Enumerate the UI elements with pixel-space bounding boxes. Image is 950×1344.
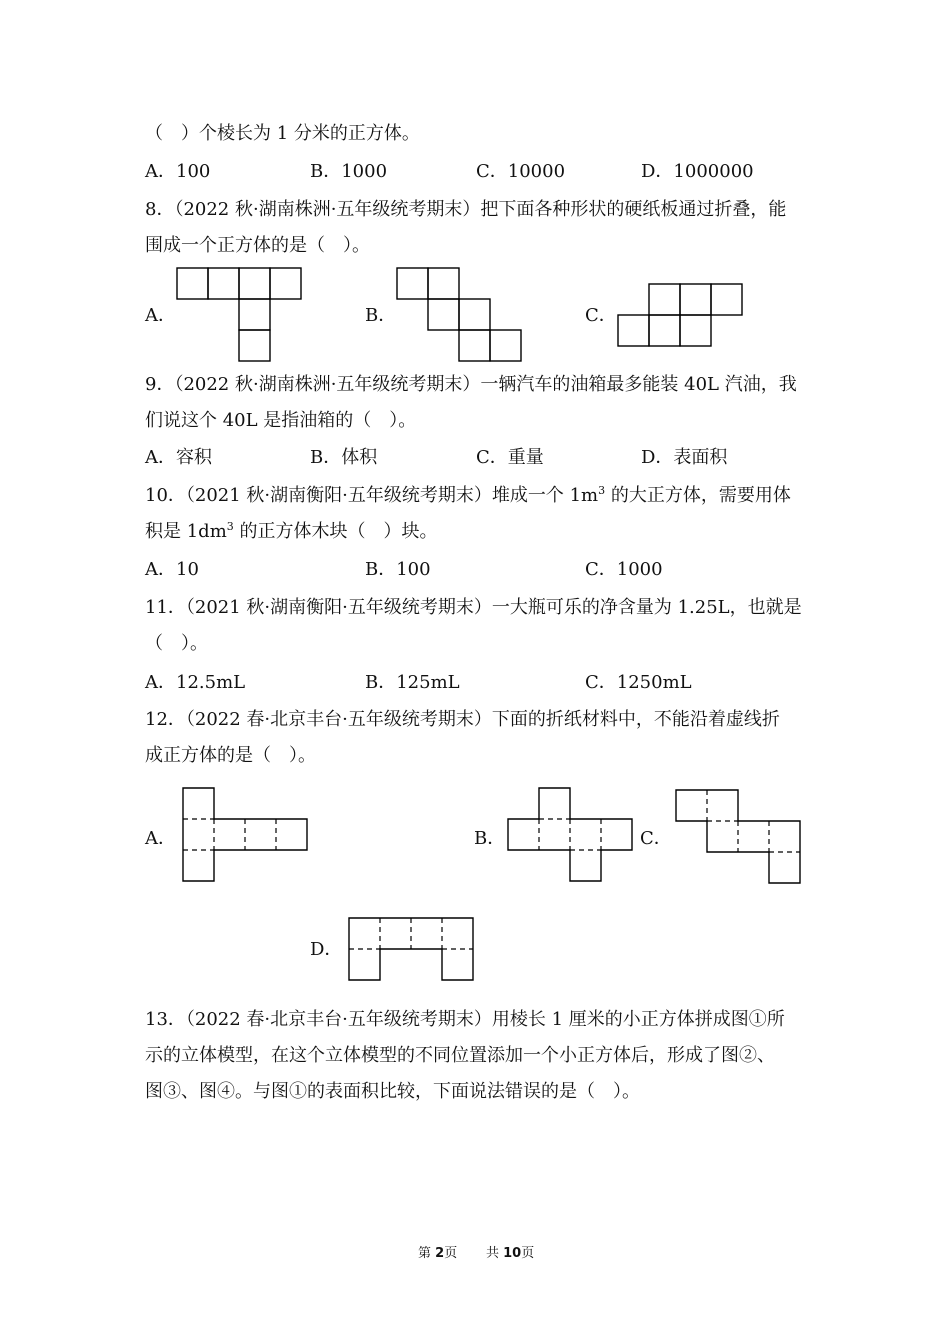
- q7-option-d: D．1000000: [641, 161, 754, 182]
- q11-option-c: C．1250mL: [585, 672, 692, 693]
- q8-net-c: [617, 283, 747, 349]
- q13-text-line2: 示的立体模型，在这个立体模型的不同位置添加一个小正方体后，形成了图②、: [145, 1045, 775, 1066]
- q7-option-a: A．100: [145, 161, 211, 182]
- q9-text-line2: 们说这个 40L 是指油箱的（ ）。: [145, 410, 417, 431]
- q8-net-a: [176, 267, 306, 363]
- q8-label-c: C．: [585, 305, 617, 326]
- q12-text-line2: 成正方体的是（ ）。: [145, 745, 316, 766]
- q10-option-a: A．10: [145, 559, 199, 580]
- q8-text-line2: 围成一个正方体的是（ ）。: [145, 235, 370, 256]
- q8-label-b: B．: [365, 305, 397, 326]
- q8-text-line1: 8．（2022 秋·湖南株洲·五年级统考期末）把下面各种形状的硬纸板通过折叠，能: [145, 199, 787, 220]
- q10-text-line1: 10．（2021 秋·湖南衡阳·五年级统考期末）堆成一个 $1m^3$ 的大正方体，需要用体: [145, 484, 791, 506]
- q7-option-b: B．1000: [310, 161, 388, 182]
- q11-text-line1: 11．（2021 秋·湖南衡阳·五年级统考期末）一大瓶可乐的净含量为 1.25L，也就是: [145, 597, 802, 618]
- q12-net-a: [182, 787, 312, 883]
- q10-option-c: C．1000: [585, 559, 663, 580]
- q9-option-d: D．表面积: [641, 447, 728, 468]
- q12-label-d: D．: [310, 939, 343, 960]
- q12-net-d: [348, 917, 478, 983]
- q9-option-b: B．体积: [310, 447, 378, 468]
- page-total: 共 10页: [486, 1246, 535, 1261]
- q11-text-line2: （ ）。: [145, 633, 208, 654]
- q8-label-a: A．: [145, 305, 176, 326]
- q11-option-b: B．125mL: [365, 672, 460, 693]
- q7-option-c: C．10000: [476, 161, 566, 182]
- q9-option-c: C．重量: [476, 447, 544, 468]
- page-number: 第 2页: [418, 1246, 458, 1261]
- q9-text-line1: 9．（2022 秋·湖南株洲·五年级统考期末）一辆汽车的油箱最多能装 40L 汽油，我: [145, 374, 797, 395]
- q10-option-b: B．100: [365, 559, 431, 580]
- q8-net-b: [396, 267, 526, 363]
- q13-text-line1: 13．（2022 春·北京丰台·五年级统考期末）用棱长 1 厘米的小正方体拼成图①所: [145, 1009, 785, 1030]
- q12-net-b: [507, 787, 637, 883]
- q12-text-line1: 12．（2022 春·北京丰台·五年级统考期末）下面的折纸材料中，不能沿着虚线折: [145, 709, 780, 730]
- q9-option-a: A．容积: [145, 447, 212, 468]
- q12-net-c: [675, 789, 805, 885]
- q12-label-b: B．: [474, 828, 506, 849]
- q13-text-line3: 图③、图④。与图①的表面积比较，下面说法错误的是（ ）。: [145, 1081, 640, 1102]
- q12-label-c: C．: [640, 828, 672, 849]
- q12-label-a: A．: [145, 828, 176, 849]
- q11-option-a: A．12.5mL: [145, 672, 246, 693]
- q7-text: （ ）个棱长为 1 分米的正方体。: [145, 123, 420, 144]
- q10-text-line2: 积是 $1dm^3$ 的正方体木块（ ）块。: [145, 520, 438, 542]
